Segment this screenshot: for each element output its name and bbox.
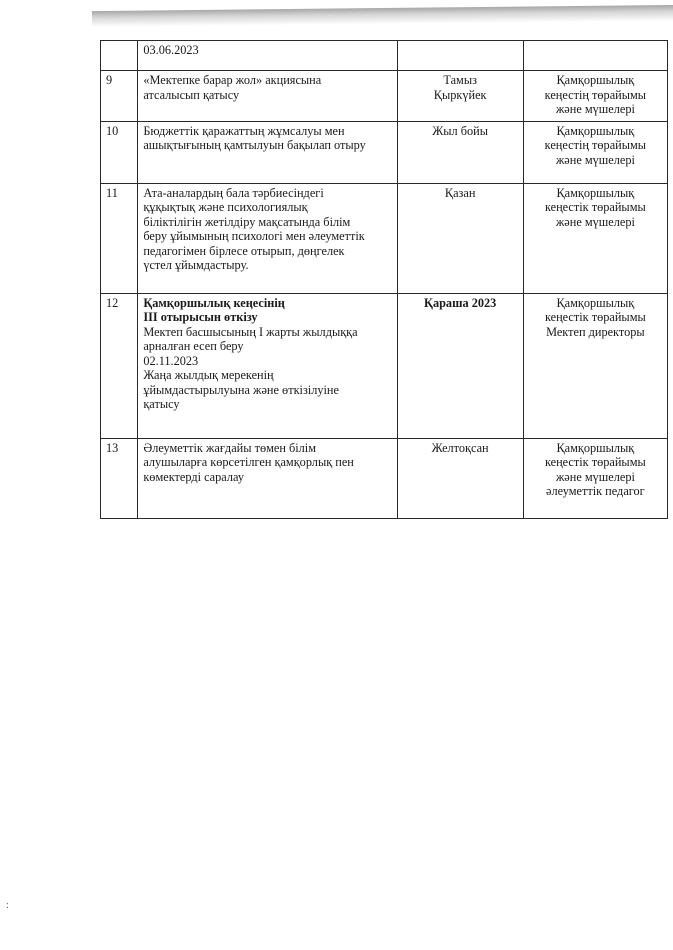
scan-shadow: [92, 5, 673, 27]
responsible-line: әлеуметтік педагог: [546, 484, 645, 498]
event-line: қатысу: [143, 397, 180, 411]
term-line: Қараша 2023: [424, 295, 497, 310]
term-line: Желтоқсан: [431, 440, 489, 455]
event-cell: [138, 71, 397, 122]
responsible-line: және мүшелері: [555, 152, 635, 167]
table-row: [101, 41, 668, 71]
term-line: Тамыз: [443, 73, 477, 87]
responsible-cell: [523, 121, 667, 183]
responsible-line: Қамқоршылық: [556, 73, 635, 87]
responsible-line: кеңестік төрайымы: [544, 455, 646, 469]
responsible-line: кеңестік төрайымы: [544, 200, 646, 214]
event-cell: [138, 438, 397, 518]
event-line: алушыларға көрсетілген қамқорлық пен: [143, 455, 354, 469]
event-line: педагогімен бірлесе отырып, дөңгелек: [143, 243, 345, 258]
term-cell: [397, 293, 523, 438]
row-number: 13: [101, 438, 138, 518]
table-row: [101, 438, 668, 518]
term-cell: [397, 41, 523, 71]
row-number: 11: [101, 183, 138, 293]
responsible-cell: [523, 41, 667, 71]
table-row: [101, 293, 668, 438]
row-number: 12: [101, 293, 138, 438]
event-line: үстел ұйымдастыру.: [143, 258, 249, 272]
event-cell: [138, 293, 397, 438]
term-cell: [397, 71, 523, 122]
responsible-line: Қамқоршылық: [556, 123, 635, 138]
event-line: біліктілігін жетілдіру мақсатында білім: [143, 214, 351, 229]
responsible-line: Қамқоршылық: [556, 440, 635, 455]
term-line: Қыркүйек: [433, 87, 487, 102]
term-cell: [397, 121, 523, 183]
event-line: арналған есеп беру: [143, 339, 244, 353]
event-line: «Мектепке барар жол» акциясына: [143, 73, 322, 87]
event-line: Мектеп басшысының І жарты жылдыққа: [143, 324, 358, 339]
responsible-line: Қамқоршылық: [556, 295, 635, 310]
responsible-line: кеңестік төрайымы: [544, 310, 646, 324]
event-heading-line: ІІІ отырысын өткізу: [143, 310, 258, 324]
event-line: ашықтығының қамтылуын бақылап отыру: [143, 138, 366, 152]
responsible-line: және мүшелері: [555, 102, 635, 116]
responsible-line: кеңестің төрайымы: [544, 138, 647, 152]
event-heading-line: Қамқоршылық кеңесінің: [143, 295, 285, 310]
responsible-line: және мүшелері: [555, 469, 635, 484]
event-line: 03.06.2023: [143, 43, 199, 57]
event-cell: [138, 41, 397, 71]
responsible-cell: [523, 293, 667, 438]
event-line: көмектерді саралау: [143, 469, 244, 484]
term-line: Жыл бойы: [432, 123, 489, 138]
term-cell: [397, 438, 523, 518]
term-cell: [397, 183, 523, 293]
event-line: атсалысып қатысу: [143, 87, 240, 102]
event-line: Ата-аналардың бала тәрбиесіндегі: [143, 185, 324, 200]
responsible-line: Мектеп директоры: [546, 324, 645, 339]
row-number: [101, 41, 138, 71]
term-line: Қазан: [444, 185, 476, 200]
table-row: [101, 71, 668, 122]
margin-mark: :: [6, 900, 9, 911]
responsible-line: кеңестің төрайымы: [544, 87, 647, 102]
event-line: Әлеуметтік жағдайы төмен білім: [143, 440, 316, 455]
row-number: 9: [101, 71, 138, 122]
event-cell: [138, 183, 397, 293]
table-row: [101, 183, 668, 293]
event-date: 02.11.2023: [143, 353, 199, 368]
responsible-line: Қамқоршылық: [556, 185, 635, 200]
responsible-cell: [523, 438, 667, 518]
event-line: құқықтық және психологиялық: [143, 200, 308, 214]
event-line: Бюджеттік қаражаттың жұмсалуы мен: [143, 123, 345, 138]
plan-table: [100, 40, 668, 519]
event-line: ұйымдастырылуына және өткізілуіне: [143, 382, 339, 397]
responsible-line: және мүшелері: [555, 214, 635, 229]
event-cell: [138, 121, 397, 183]
event-line: Жаңа жылдық мерекенің: [143, 368, 274, 382]
row-number: 10: [101, 121, 138, 183]
responsible-cell: [523, 71, 667, 122]
table-row: [101, 121, 668, 183]
responsible-cell: [523, 183, 667, 293]
event-line: беру ұйымының психологі мен әлеуметтік: [143, 229, 365, 243]
